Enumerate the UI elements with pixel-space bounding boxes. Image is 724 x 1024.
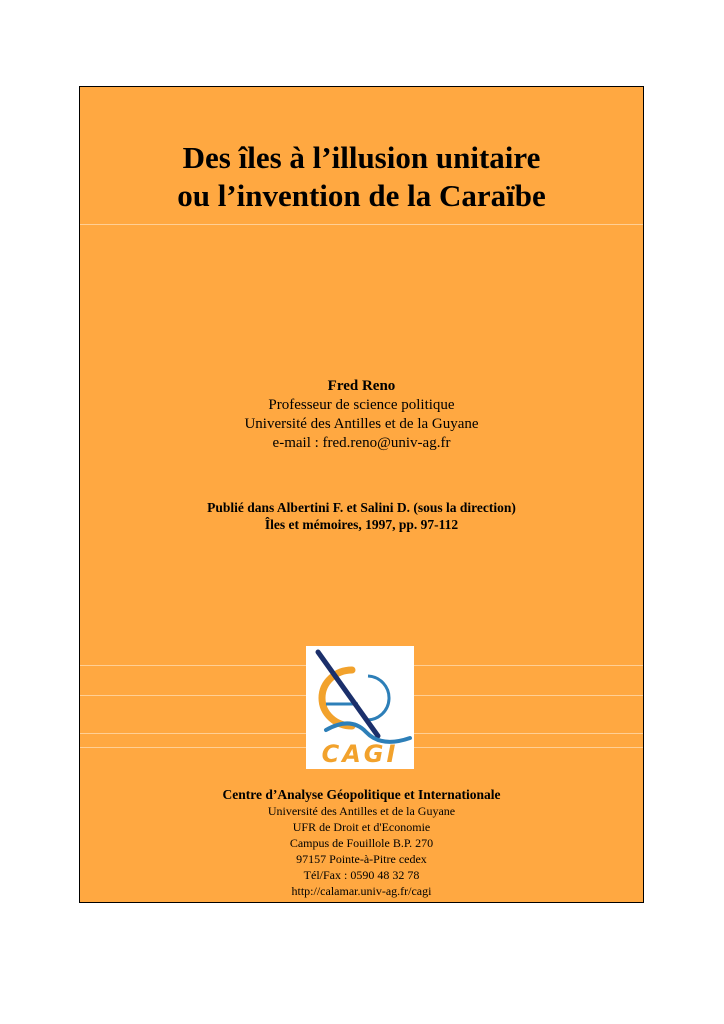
cagi-logo-icon (306, 646, 414, 769)
center-address-line: UFR de Droit et d'Economie (292, 820, 431, 834)
center-phone: Tél/Fax : 0590 48 32 78 (303, 868, 420, 882)
logo-text: CAGI (321, 740, 399, 768)
cover-page (79, 86, 644, 903)
center-address-line: Université des Antilles et de la Guyane (267, 804, 456, 818)
title-line-2: ou l’invention de la Caraïbe (177, 178, 546, 213)
author-name: Fred Reno (327, 378, 396, 394)
cagi-logo (306, 646, 414, 769)
center-name: Centre d’Analyse Géopolitique et Internationale (222, 787, 501, 802)
center-info (80, 786, 643, 899)
center-address-line: 97157 Pointe-à-Pitre cedex (296, 852, 427, 866)
center-website-link[interactable]: http://calamar.univ-ag.fr/cagi (291, 884, 432, 898)
publication-info (80, 499, 643, 533)
author-block (80, 377, 643, 453)
publication-line-2: Îles et mémoires, 1997, pp. 97-112 (264, 517, 459, 532)
document-title (80, 139, 643, 215)
author-role: Professeur de science politique (268, 397, 455, 413)
divider-line (80, 224, 643, 225)
publication-line-1: Publié dans Albertini F. et Salini D. (sous la direction) (207, 500, 516, 515)
blue-arc-shape (366, 676, 389, 720)
author-email: e-mail : fred.reno@univ-ag.fr (272, 435, 451, 451)
center-address-line: Campus de Fouillole B.P. 270 (289, 836, 434, 850)
title-line-1: Des îles à l’illusion unitaire (182, 140, 541, 175)
author-institution: Université des Antilles et de la Guyane (244, 416, 479, 432)
